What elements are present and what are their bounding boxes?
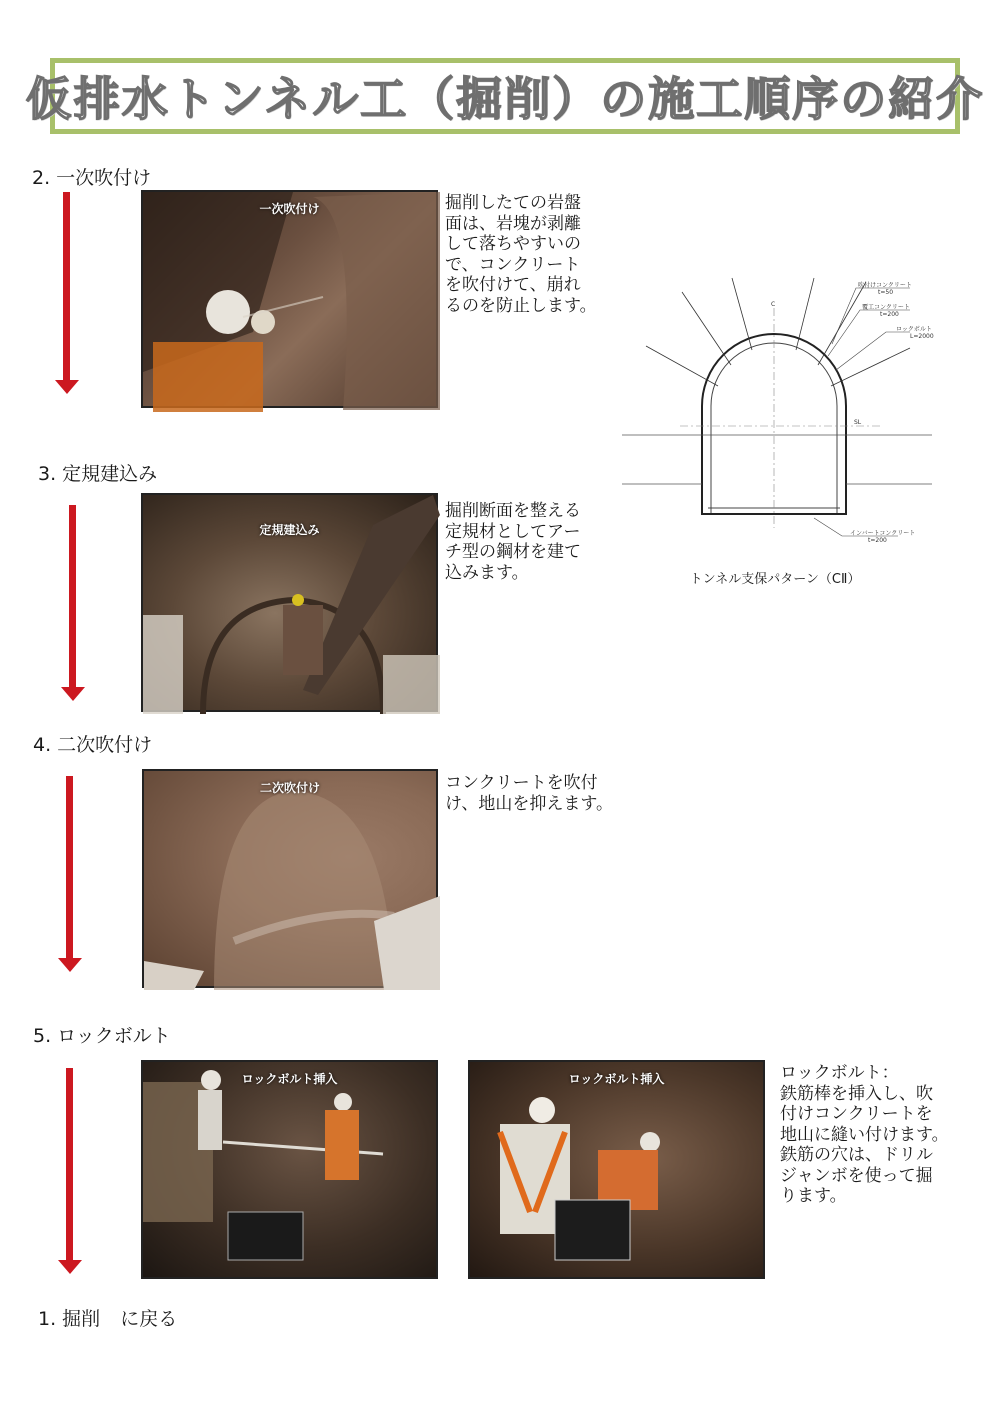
photo-caption: ロックボルト挿入 — [568, 1072, 665, 1086]
photo-rock-bolt-1 — [141, 1060, 438, 1279]
diagram-label: インバートコンクリート — [850, 530, 916, 537]
down-arrow-icon — [52, 192, 82, 394]
step-heading-secondary-spraying: 4. 二次吹付け — [33, 734, 153, 756]
photo-caption: 二次吹付け — [259, 781, 320, 795]
diagram-label: C — [771, 301, 776, 308]
step-heading-rock-bolt: 5. ロックボルト — [33, 1025, 171, 1047]
diagram-label: L=2000 — [910, 333, 934, 340]
return-link-excavation[interactable] — [38, 1304, 177, 1331]
down-arrow-icon — [55, 776, 85, 972]
diagram-label: t=200 — [868, 537, 887, 544]
return-link-label[interactable]: 1. 掘削 — [38, 1308, 101, 1330]
diagram-label: SL — [854, 419, 862, 426]
step-description: ロックボルト： 鉄筋棒を挿入し、吹 付けコンクリートを 地山に縫い付けます。 鉄筋の穴は、ドリル ジャンボを使って掘 ります。 — [780, 1063, 949, 1206]
title-banner — [25, 58, 985, 134]
down-arrow-icon — [55, 1068, 85, 1274]
step-heading-primary-spraying: 2. 一次吹付け — [32, 167, 152, 189]
diagram-label: ロックボルト — [896, 326, 932, 333]
diagram-caption: トンネル支保パターン（CⅡ） — [689, 572, 861, 587]
diagram-label: 覆工コンクリート — [862, 304, 910, 311]
photo-caption: 定規建込み — [259, 523, 320, 537]
down-arrow-icon — [58, 505, 88, 701]
step-description: 掘削断面を整える 定規材としてアー チ型の鋼材を建て 込みます。 — [445, 501, 581, 583]
step-description: コンクリートを吹付 け、地山を抑えます。 — [445, 773, 613, 814]
diagram-label: t=200 — [880, 311, 899, 318]
step-description: 掘削したての岩盤 面は、岩塊が剥離 して落ちやすいの で、コンクリート を吹付けて、崩れ るのを防止します。 — [445, 193, 597, 316]
photo-caption: ロックボルト挿入 — [241, 1072, 338, 1086]
diagram-label: 吹付けコンクリート — [858, 282, 912, 289]
step-heading-steel-arch: 3. 定規建込み — [38, 463, 158, 485]
tunnel-support-diagram — [620, 278, 940, 544]
photo-steel-arch — [141, 493, 438, 712]
photo-caption: 一次吹付け — [259, 202, 320, 216]
return-link-suffix: に戻る — [120, 1308, 178, 1330]
photo-primary-spraying — [141, 190, 438, 408]
diagram-label: t=50 — [878, 289, 894, 296]
page-title: 仮排水トンネル工（掘削）の施工順序の紹介 — [25, 72, 985, 126]
photo-rock-bolt-2 — [468, 1060, 765, 1279]
photo-secondary-spraying — [142, 769, 438, 988]
